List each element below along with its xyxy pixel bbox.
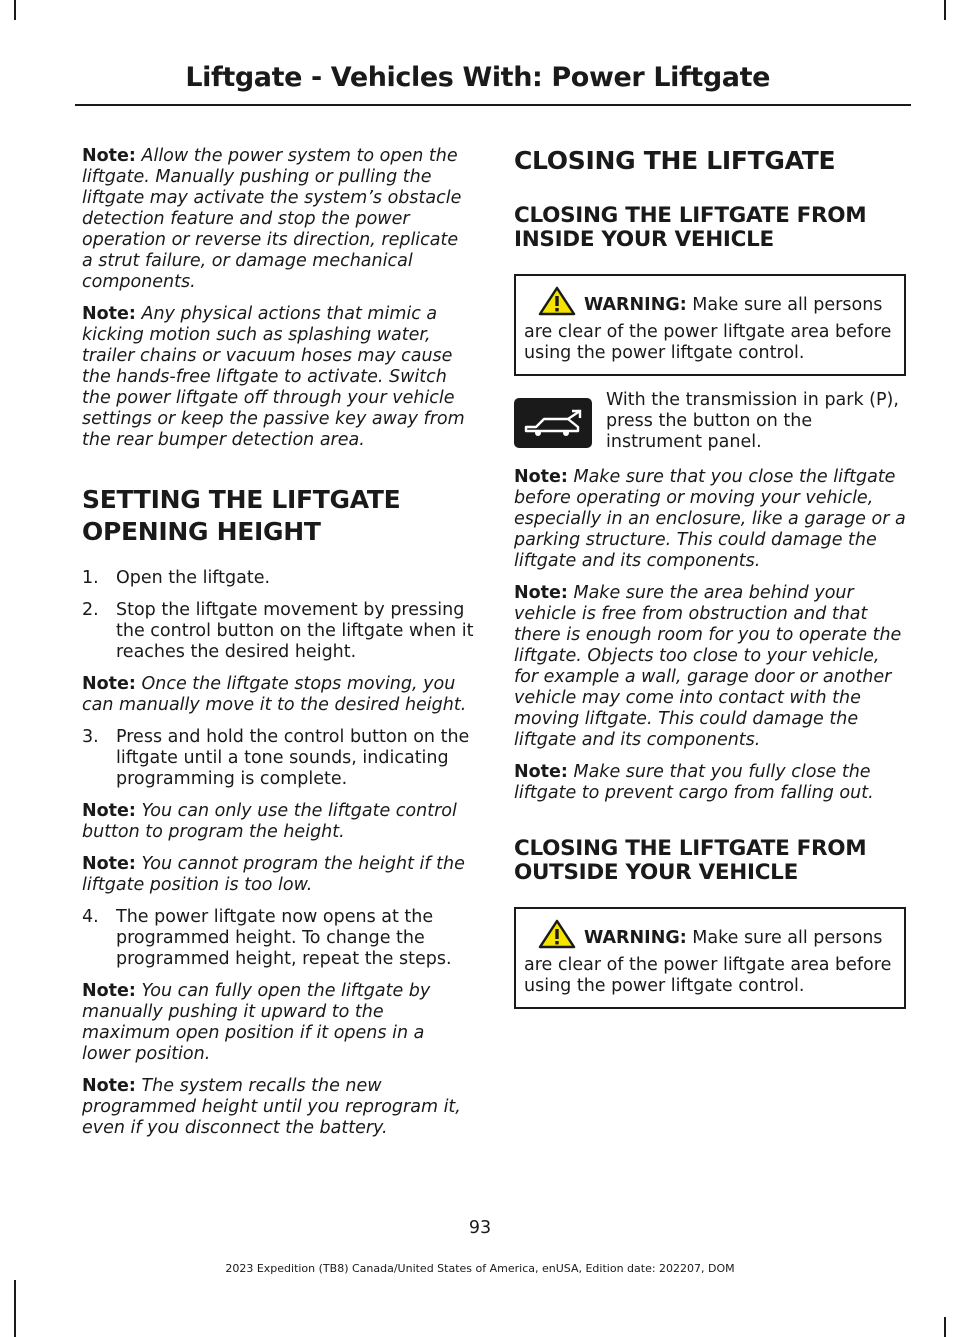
note: Note: Make sure the area behind your vehicle is free from obstruction and that there is enough room for you to operate the liftgate. Objects too close to your vehicle, for example a wall, garage door or another vehicle may come into contact with the moving liftgate. This could damage the liftgate and its components. bbox=[514, 583, 902, 750]
right-column bbox=[514, 146, 906, 1009]
crop-mark-bottom-left bbox=[14, 1280, 16, 1337]
warning-box: WARNING: Make sure all persons are clear of the power liftgate area before using the power liftgate control. bbox=[514, 274, 906, 376]
left-column bbox=[82, 146, 474, 1150]
crop-mark-top-right bbox=[944, 0, 946, 20]
note: Note: You can only use the liftgate control button to program the height. bbox=[82, 801, 457, 842]
warning-triangle-icon bbox=[538, 919, 576, 955]
note: Note: Any physical actions that mimic a kicking motion such as splashing water, trailer chains or vacuum hoses may cause the hands-free liftgate to activate. Switch the power liftgate off through your vehicle settings or keep the passive key away from the rear bumper detection area. bbox=[82, 304, 465, 450]
note: Note: You cannot program the height if the liftgate position is too low. bbox=[82, 854, 465, 895]
note: Note: Allow the power system to open the liftgate. Manually pushing or pulling the liftgate may activate the system’s obstacle detection feature and stop the power operation or reverse its direction, replicate a strut failure, or damage mechanical components. bbox=[82, 146, 462, 292]
subsection-heading: CLOSING THE LIFTGATE FROM OUTSIDE YOUR VEHICLE bbox=[514, 836, 867, 885]
list-item: 1. Open the liftgate. bbox=[82, 568, 271, 588]
crop-mark-bottom-right bbox=[944, 1317, 946, 1337]
note: Note: You can fully open the liftgate by manually pushing it upward to the maximum open position if it opens in a lower position. bbox=[82, 981, 431, 1064]
instruction-row bbox=[514, 390, 906, 453]
section-heading: SETTING THE LIFTGATE OPENING HEIGHT bbox=[82, 485, 401, 546]
crop-mark-top-left bbox=[14, 0, 16, 20]
note: Note: Once the liftgate stops moving, you can manually move it to the desired height. bbox=[82, 674, 467, 715]
warning-triangle-icon bbox=[538, 286, 576, 322]
note: Note: Make sure that you close the liftgate before operating or moving your vehicle, especially in an enclosure, like a garage or a parking structure. This could damage the liftgate and its components. bbox=[514, 467, 906, 571]
list-item: 4. The power liftgate now opens at the programmed height. To change the programmed height, repeat the steps. bbox=[82, 907, 452, 969]
steps-list bbox=[82, 727, 474, 790]
warning-box: WARNING: Make sure all persons are clear of the power liftgate area before using the power liftgate control. bbox=[514, 907, 906, 1009]
header-divider bbox=[75, 104, 911, 106]
page-number: 93 bbox=[468, 1218, 492, 1238]
list-item: 3. Press and hold the control button on the liftgate until a tone sounds, indicating programming is complete. bbox=[82, 727, 470, 789]
list-item: 2. Stop the liftgate movement by pressing the control button on the liftgate when it reaches the desired height. bbox=[82, 600, 474, 662]
section-heading: CLOSING THE LIFTGATE bbox=[514, 146, 836, 175]
note: Note: The system recalls the new programmed height until you reprogram it, even if you disconnect the battery. bbox=[82, 1076, 461, 1138]
steps-list bbox=[82, 568, 474, 663]
subsection-heading: CLOSING THE LIFTGATE FROM INSIDE YOUR VEHICLE bbox=[514, 203, 867, 252]
instruction-text: With the transmission in park (P), press the button on the instrument panel. bbox=[606, 390, 899, 452]
steps-list bbox=[82, 907, 474, 970]
liftgate-button-icon bbox=[514, 398, 592, 448]
note: Note: Make sure that you fully close the liftgate to prevent cargo from falling out. bbox=[514, 762, 874, 803]
page-header-title: Liftgate - Vehicles With: Power Liftgate bbox=[185, 62, 770, 93]
footer-text: 2023 Expedition (TB8) Canada/United States of America, enUSA, Edition date: 202207, DOM bbox=[225, 1262, 735, 1275]
